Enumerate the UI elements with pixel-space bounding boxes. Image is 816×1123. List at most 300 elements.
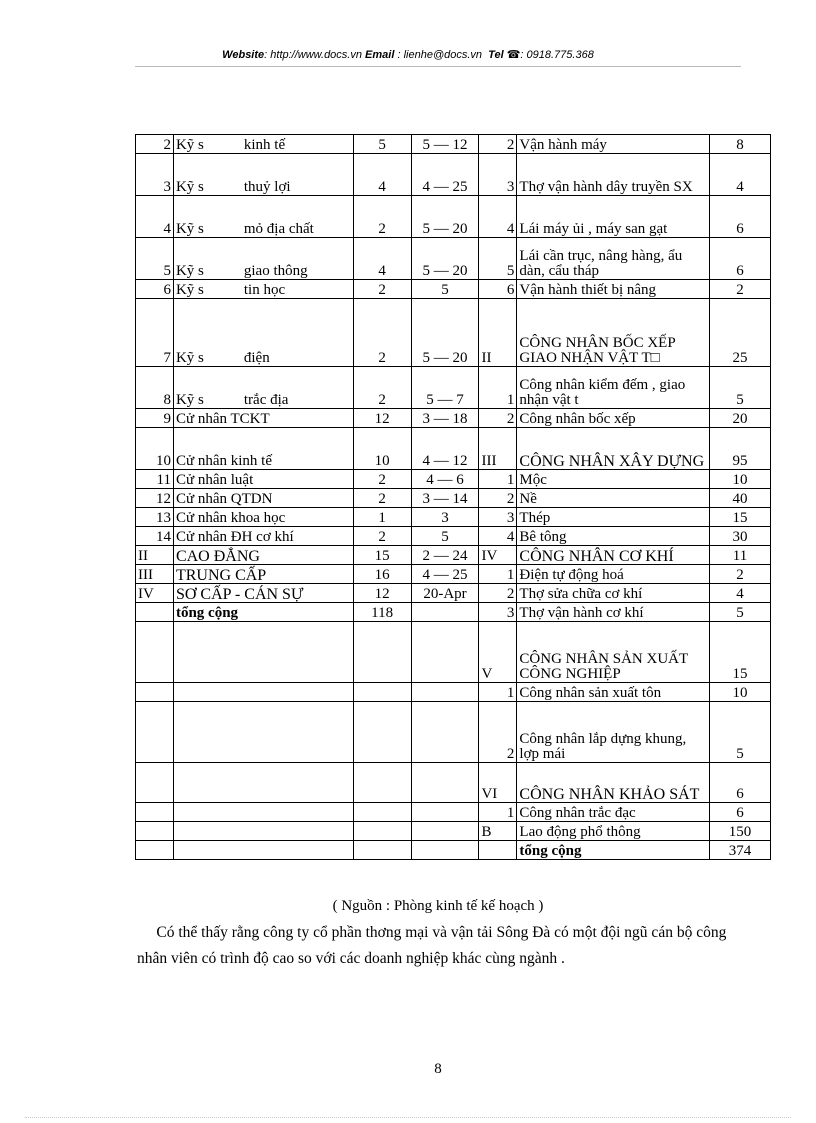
worker-count-text: 374 xyxy=(728,843,752,859)
staff-count-text: 2 xyxy=(378,529,386,545)
position-name-text: Cử nhân TCKT xyxy=(175,411,270,427)
staff-count-text: 2 xyxy=(378,491,386,507)
cell-worker-type xyxy=(517,154,710,196)
table-row xyxy=(136,622,771,683)
phone-icon: ☎ xyxy=(506,49,521,61)
cell-row-index xyxy=(136,238,174,280)
row-index-text: 10 xyxy=(155,453,171,469)
worker-count-text: 6 xyxy=(736,221,744,237)
worker-count-text: 10 xyxy=(732,472,748,488)
position-field-text: thuỷ lợi xyxy=(243,179,291,195)
staff-count-text: 2 xyxy=(378,392,386,408)
worker-count-text: 4 xyxy=(736,179,744,195)
cell-worker-type xyxy=(517,841,710,860)
cell-years-range xyxy=(411,409,479,428)
row-index-text: 13 xyxy=(155,510,171,526)
cell-worker-index xyxy=(479,470,517,489)
cell-years-range xyxy=(411,367,479,409)
cell-worker-count xyxy=(710,702,771,763)
position-name-text: Cử nhân luật xyxy=(175,472,254,488)
worker-type-text: Thợ vận hành dây truyền SX xyxy=(519,179,693,195)
cell-worker-count xyxy=(710,683,771,702)
position-field-text: mỏ địa chất xyxy=(243,221,314,237)
table-row xyxy=(136,565,771,584)
position-name-text: CAO ĐẲNG xyxy=(175,548,260,565)
cell-position-name xyxy=(173,841,353,860)
cell-years-range xyxy=(411,822,479,841)
cell-worker-index xyxy=(479,280,517,299)
cell-staff-count xyxy=(353,546,411,565)
years-range-text: 3 — 18 xyxy=(422,411,468,427)
cell-worker-index xyxy=(479,489,517,508)
table-row xyxy=(136,367,771,409)
position-name-text: Cử nhân khoa học xyxy=(175,510,286,526)
years-range-text: 5 — 20 xyxy=(422,350,468,366)
worker-index-text: 1 xyxy=(506,805,515,821)
cell-worker-count xyxy=(710,489,771,508)
worker-count-text: 15 xyxy=(732,666,748,682)
page-header xyxy=(0,48,816,61)
position-field-text: tin học xyxy=(243,282,286,298)
cell-worker-type xyxy=(517,565,710,584)
cell-position-name xyxy=(173,489,353,508)
row-index-text: 3 xyxy=(163,179,171,195)
staff-count-text: 1 xyxy=(378,510,386,526)
cell-position-name xyxy=(173,280,353,299)
cell-position-name xyxy=(173,428,353,470)
cell-years-range xyxy=(411,622,479,683)
position-name-text: Kỹ s xyxy=(175,350,204,366)
cell-position-name xyxy=(173,803,353,822)
position-field-text: điện xyxy=(243,350,270,366)
cell-position-name xyxy=(173,565,353,584)
cell-position-name xyxy=(173,154,353,196)
cell-worker-count xyxy=(710,584,771,603)
cell-worker-count xyxy=(710,527,771,546)
worker-type-text: tổng cộng xyxy=(519,843,582,859)
cell-years-range xyxy=(411,841,479,860)
worker-type-text: CÔNG NHÂN KHẢO SÁT xyxy=(519,786,700,803)
cell-row-index xyxy=(136,584,174,603)
cell-worker-type xyxy=(517,603,710,622)
cell-worker-count xyxy=(710,367,771,409)
worker-count-text: 6 xyxy=(736,263,744,279)
position-name-text: Cử nhân ĐH cơ khí xyxy=(175,529,294,545)
worker-count-text: 11 xyxy=(732,548,748,564)
years-range-text: 4 — 25 xyxy=(422,567,468,583)
worker-count-text: 2 xyxy=(736,282,744,298)
staff-count-text: 2 xyxy=(378,472,386,488)
cell-staff-count xyxy=(353,683,411,702)
worker-count-text: 8 xyxy=(736,137,744,153)
years-range-text: 4 — 25 xyxy=(422,179,468,195)
cell-row-index xyxy=(136,763,174,803)
worker-type-text: Công nhân lắp dựng khung, lợp mái xyxy=(519,731,687,762)
cell-years-range xyxy=(411,683,479,702)
worker-type-text: Thợ vận hành cơ khí xyxy=(519,605,644,621)
table-row xyxy=(136,702,771,763)
cell-worker-count xyxy=(710,546,771,565)
cell-worker-index xyxy=(479,683,517,702)
cell-row-index xyxy=(136,702,174,763)
worker-count-text: 6 xyxy=(736,805,744,821)
staff-count-text: 10 xyxy=(374,453,390,469)
table-row xyxy=(136,238,771,280)
row-index-text: II xyxy=(138,548,148,564)
table-row xyxy=(136,299,771,367)
cell-worker-index xyxy=(479,803,517,822)
cell-row-index xyxy=(136,409,174,428)
worker-index-text: 2 xyxy=(506,411,515,427)
worker-index-text: 6 xyxy=(506,282,515,298)
cell-years-range xyxy=(411,584,479,603)
row-index-text: 4 xyxy=(163,221,171,237)
cell-worker-index xyxy=(479,154,517,196)
cell-row-index xyxy=(136,683,174,702)
cell-worker-count xyxy=(710,154,771,196)
cell-years-range xyxy=(411,428,479,470)
worker-count-text: 30 xyxy=(732,529,748,545)
cell-worker-count xyxy=(710,508,771,527)
cell-row-index xyxy=(136,603,174,622)
cell-worker-type xyxy=(517,527,710,546)
email-value[interactable]: : lienhe@docs.vn xyxy=(397,49,483,61)
cell-staff-count xyxy=(353,196,411,238)
cell-staff-count xyxy=(353,622,411,683)
years-range-text: 20-Apr xyxy=(423,586,467,602)
worker-type-text: Bê tông xyxy=(519,529,567,545)
worker-index-text: IV xyxy=(481,548,498,564)
cell-years-range xyxy=(411,470,479,489)
cell-staff-count xyxy=(353,763,411,803)
cell-worker-type xyxy=(517,367,710,409)
staff-count-text: 12 xyxy=(374,586,390,602)
years-range-text: 4 — 6 xyxy=(426,472,464,488)
years-range-text: 4 — 12 xyxy=(422,453,468,469)
body-paragraph xyxy=(137,920,741,972)
staff-count-text: 4 xyxy=(378,263,386,279)
cell-position-name xyxy=(173,470,353,489)
cell-position-name xyxy=(173,763,353,803)
row-index-text: 9 xyxy=(163,411,171,427)
cell-row-index xyxy=(136,299,174,367)
worker-index-text: VI xyxy=(481,786,498,802)
cell-worker-count xyxy=(710,428,771,470)
table-row xyxy=(136,803,771,822)
row-index-text: 8 xyxy=(163,392,171,408)
table-row xyxy=(136,135,771,154)
cell-worker-index xyxy=(479,135,517,154)
worker-index-text: V xyxy=(481,666,493,682)
table-row xyxy=(136,584,771,603)
table-row xyxy=(136,841,771,860)
cell-worker-count xyxy=(710,196,771,238)
cell-position-name xyxy=(173,822,353,841)
cell-worker-index xyxy=(479,196,517,238)
row-index-text: IV xyxy=(138,586,154,602)
cell-worker-count xyxy=(710,135,771,154)
cell-worker-type xyxy=(517,238,710,280)
position-name-text: tổng cộng xyxy=(175,605,239,621)
cell-worker-count xyxy=(710,622,771,683)
cell-worker-type xyxy=(517,135,710,154)
table-row xyxy=(136,527,771,546)
table-row xyxy=(136,196,771,238)
worker-index-text: 4 xyxy=(506,221,515,237)
years-range-text: 3 xyxy=(441,510,449,526)
cell-row-index xyxy=(136,470,174,489)
cell-position-name xyxy=(173,135,353,154)
years-range-text: 3 — 14 xyxy=(422,491,468,507)
table-row xyxy=(136,428,771,470)
cell-staff-count xyxy=(353,409,411,428)
cell-worker-type xyxy=(517,702,710,763)
table-row xyxy=(136,489,771,508)
cell-years-range xyxy=(411,803,479,822)
cell-years-range xyxy=(411,196,479,238)
worker-type-text: Lái cần trục, nâng hàng, ẩu dàn, cẩu tháp xyxy=(519,248,683,279)
cell-staff-count xyxy=(353,238,411,280)
cell-years-range xyxy=(411,546,479,565)
cell-staff-count xyxy=(353,428,411,470)
position-field-text: kinh tế xyxy=(243,137,286,153)
cell-worker-index xyxy=(479,508,517,527)
cell-worker-type xyxy=(517,196,710,238)
cell-worker-type xyxy=(517,428,710,470)
cell-worker-count xyxy=(710,565,771,584)
cell-staff-count xyxy=(353,280,411,299)
worker-count-text: 6 xyxy=(736,786,744,802)
worker-index-text: 2 xyxy=(506,491,515,507)
table-row xyxy=(136,470,771,489)
table-row xyxy=(136,280,771,299)
row-index-text: 7 xyxy=(163,350,171,366)
position-field-text: giao thông xyxy=(243,263,308,279)
row-index-text: 6 xyxy=(163,282,171,298)
worker-index-text: 2 xyxy=(506,137,515,153)
cell-staff-count xyxy=(353,603,411,622)
cell-years-range xyxy=(411,154,479,196)
cell-worker-index xyxy=(479,622,517,683)
cell-years-range xyxy=(411,508,479,527)
cell-worker-index xyxy=(479,409,517,428)
worker-type-text: CÔNG NHÂN BỐC XẾP GIAO NHẬN VẬT T□ xyxy=(519,335,676,366)
table-row xyxy=(136,763,771,803)
cell-worker-index xyxy=(479,428,517,470)
position-name-text: Kỹ s xyxy=(175,137,204,153)
worker-type-text: CÔNG NHÂN SẢN XUẤT CÔNG NGHIỆP xyxy=(519,651,688,682)
staff-count-text: 5 xyxy=(378,137,386,153)
cell-worker-count xyxy=(710,822,771,841)
table-row xyxy=(136,154,771,196)
tel-label: Tel xyxy=(488,49,504,61)
worker-index-text: 1 xyxy=(506,392,515,408)
worker-index-text: 3 xyxy=(506,179,515,195)
table-row xyxy=(136,822,771,841)
staff-count-text: 15 xyxy=(374,548,390,564)
cell-worker-type xyxy=(517,508,710,527)
staff-count-text: 12 xyxy=(374,411,390,427)
worker-type-text: Điện tự động hoá xyxy=(519,567,624,583)
row-index-text: 5 xyxy=(163,263,171,279)
worker-index-text: 1 xyxy=(506,472,515,488)
cell-years-range xyxy=(411,489,479,508)
row-index-text: 2 xyxy=(163,137,171,153)
cell-row-index xyxy=(136,428,174,470)
worker-count-text: 25 xyxy=(732,350,748,366)
cell-years-range xyxy=(411,565,479,584)
cell-years-range xyxy=(411,238,479,280)
cell-position-name xyxy=(173,622,353,683)
cell-row-index xyxy=(136,546,174,565)
cell-position-name xyxy=(173,409,353,428)
cell-position-name xyxy=(173,683,353,702)
cell-worker-index xyxy=(479,702,517,763)
cell-staff-count xyxy=(353,299,411,367)
worker-index-text: 1 xyxy=(506,685,515,701)
cell-row-index xyxy=(136,508,174,527)
position-name-text: Kỹ s xyxy=(175,263,204,279)
staff-count-text: 2 xyxy=(378,221,386,237)
cell-staff-count xyxy=(353,154,411,196)
worker-index-text: 2 xyxy=(506,586,515,602)
cell-worker-type xyxy=(517,803,710,822)
cell-worker-type xyxy=(517,299,710,367)
staff-count-text: 4 xyxy=(378,179,386,195)
worker-type-text: Công nhân sản xuất tôn xyxy=(519,685,662,701)
cell-worker-index xyxy=(479,822,517,841)
worker-index-text: III xyxy=(481,453,497,469)
cell-row-index xyxy=(136,822,174,841)
years-range-text: 5 — 20 xyxy=(422,263,468,279)
worker-count-text: 150 xyxy=(728,824,752,840)
worker-type-text: Thợ sửa chữa cơ khí xyxy=(519,586,643,602)
table-row xyxy=(136,409,771,428)
cell-worker-count xyxy=(710,763,771,803)
cell-staff-count xyxy=(353,702,411,763)
cell-position-name xyxy=(173,196,353,238)
worker-index-text: 1 xyxy=(506,567,515,583)
worker-type-text: Lao động phổ thông xyxy=(519,824,641,840)
cell-worker-type xyxy=(517,546,710,565)
website-label: Website xyxy=(222,49,265,61)
cell-worker-count xyxy=(710,409,771,428)
worker-count-text: 10 xyxy=(732,685,748,701)
cell-worker-type xyxy=(517,409,710,428)
cell-worker-index xyxy=(479,584,517,603)
cell-staff-count xyxy=(353,508,411,527)
cell-position-name xyxy=(173,702,353,763)
cell-worker-type xyxy=(517,584,710,603)
cell-position-name xyxy=(173,367,353,409)
cell-staff-count xyxy=(353,470,411,489)
position-name-text: Cử nhân kinh tế xyxy=(175,453,272,469)
row-index-text: 11 xyxy=(156,472,171,488)
cell-row-index xyxy=(136,803,174,822)
years-range-text: 5 — 7 xyxy=(426,392,464,408)
cell-worker-type xyxy=(517,280,710,299)
position-name-text: SƠ CẤP - CÁN SỰ xyxy=(175,586,304,603)
years-range-text: 5 xyxy=(441,529,449,545)
worker-count-text: 5 xyxy=(736,392,744,408)
cell-row-index xyxy=(136,489,174,508)
cell-worker-type xyxy=(517,763,710,803)
cell-position-name xyxy=(173,508,353,527)
position-name-text: Kỹ s xyxy=(175,282,204,298)
header-divider xyxy=(135,66,741,67)
cell-worker-index xyxy=(479,527,517,546)
position-name-text: Cử nhân QTDN xyxy=(175,491,273,507)
cell-years-range xyxy=(411,702,479,763)
cell-worker-index xyxy=(479,546,517,565)
position-name-text: TRUNG CẤP xyxy=(175,567,267,584)
worker-type-text: Nề xyxy=(519,491,537,507)
worker-type-text: Lái máy ủi , máy san gạt xyxy=(519,221,668,237)
worker-type-text: Mộc xyxy=(519,472,547,488)
cell-years-range xyxy=(411,135,479,154)
cell-row-index xyxy=(136,196,174,238)
worker-count-text: 4 xyxy=(736,586,744,602)
staff-table xyxy=(135,134,771,860)
cell-worker-type xyxy=(517,683,710,702)
table-row xyxy=(136,683,771,702)
worker-count-text: 95 xyxy=(732,453,748,469)
cell-row-index xyxy=(136,154,174,196)
cell-staff-count xyxy=(353,584,411,603)
cell-position-name xyxy=(173,527,353,546)
worker-count-text: 5 xyxy=(736,746,744,762)
cell-years-range xyxy=(411,299,479,367)
cell-staff-count xyxy=(353,565,411,584)
position-name-text: Kỹ s xyxy=(175,179,204,195)
position-name-text: Kỹ s xyxy=(175,392,204,408)
email-label: Email xyxy=(365,49,395,61)
cell-years-range xyxy=(411,763,479,803)
cell-worker-count xyxy=(710,803,771,822)
cell-staff-count xyxy=(353,489,411,508)
years-range-text: 5 — 20 xyxy=(422,221,468,237)
website-url[interactable]: : http://www.docs.vn xyxy=(264,49,362,61)
cell-years-range xyxy=(411,280,479,299)
table-row xyxy=(136,508,771,527)
cell-worker-index xyxy=(479,841,517,860)
staff-count-text: 118 xyxy=(371,605,394,621)
staff-count-text: 2 xyxy=(378,350,386,366)
worker-count-text: 15 xyxy=(732,510,748,526)
cell-worker-count xyxy=(710,299,771,367)
worker-count-text: 20 xyxy=(732,411,748,427)
cell-row-index xyxy=(136,622,174,683)
worker-type-text: Công nhân trắc đạc xyxy=(519,805,636,821)
worker-index-text: 2 xyxy=(506,746,515,762)
position-field-text: trắc địa xyxy=(243,392,289,408)
worker-index-text: 3 xyxy=(506,510,515,526)
years-range-text: 5 — 12 xyxy=(422,137,468,153)
staff-count-text: 2 xyxy=(378,282,386,298)
cell-worker-type xyxy=(517,822,710,841)
cell-position-name xyxy=(173,584,353,603)
table-row xyxy=(136,603,771,622)
row-index-text: III xyxy=(138,567,153,583)
tel-value: : 0918.775.368 xyxy=(520,49,594,61)
row-index-text: 14 xyxy=(155,529,171,545)
years-range-text: 5 xyxy=(441,282,449,298)
footer-divider xyxy=(25,1117,791,1118)
cell-years-range xyxy=(411,527,479,546)
cell-worker-index xyxy=(479,603,517,622)
worker-type-text: CÔNG NHÂN CƠ KHÍ xyxy=(519,548,674,565)
cell-position-name xyxy=(173,238,353,280)
